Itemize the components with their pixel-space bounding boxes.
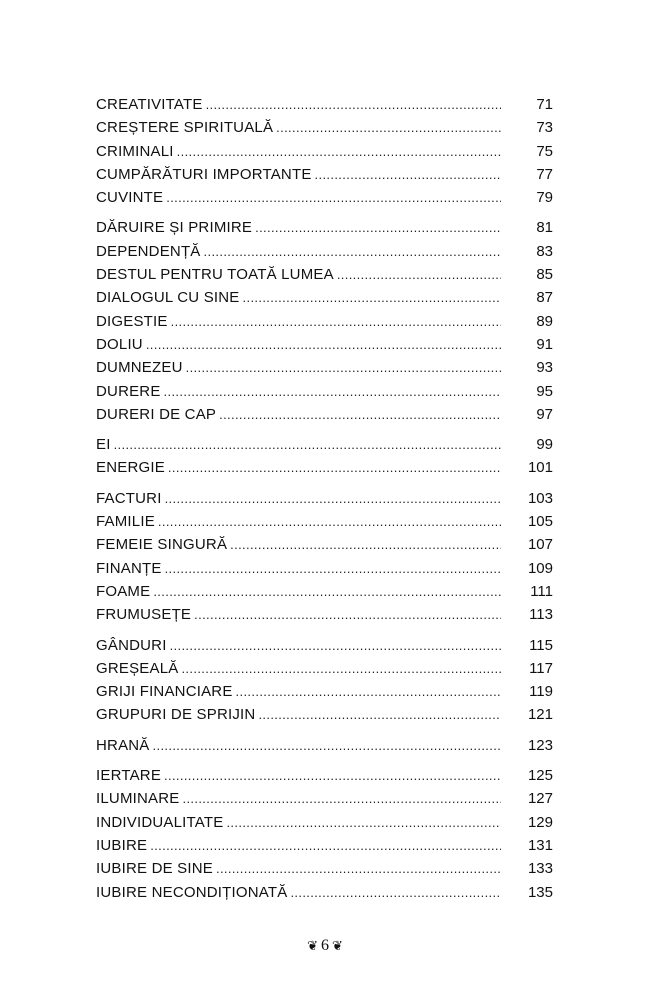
toc-entry	[96, 216, 553, 239]
toc-entry-title: FEMEIE SINGURĂ	[96, 536, 228, 554]
toc-entry-page: 87	[536, 289, 553, 307]
toc-entry-page: 101	[527, 459, 553, 477]
dot-leader	[153, 734, 501, 757]
toc-entry	[96, 140, 553, 163]
toc-entry-page: 123	[527, 736, 553, 754]
toc-entry-page: 83	[536, 242, 553, 260]
toc-entry-page: 89	[536, 312, 553, 330]
toc-group-g	[96, 634, 553, 727]
toc-entry-title: FINANȚE	[96, 559, 162, 577]
dot-leader	[216, 857, 501, 880]
toc-group-h	[96, 734, 553, 757]
toc-group-e	[96, 433, 553, 480]
toc-entry-title: CREȘTERE SPIRITUALĂ	[96, 119, 274, 137]
toc-entry-page: 119	[529, 683, 553, 701]
toc-entry	[96, 333, 553, 356]
toc-entry-title: DURERI DE CAP	[96, 405, 217, 423]
dot-leader	[194, 603, 501, 626]
toc-entry	[96, 580, 553, 603]
toc-entry-title: GREȘEALĂ	[96, 659, 179, 677]
dot-leader	[315, 163, 501, 186]
toc-entry-title: GRIJI FINANCIARE	[96, 683, 233, 701]
toc-entry	[96, 764, 553, 787]
fleuron-icon: ❦	[332, 939, 343, 954]
toc-entry-page: 103	[527, 489, 553, 507]
toc-entry-page: 109	[527, 559, 553, 577]
toc-entry-title: DEPENDENȚĂ	[96, 242, 201, 260]
toc-entry-title: IUBIRE DE SINE	[96, 860, 213, 878]
toc-entry-title: IUBIRE NECONDIȚIONATĂ	[96, 883, 288, 901]
dot-leader	[177, 140, 501, 163]
toc-entry	[96, 857, 553, 880]
fleuron-icon: ❦	[307, 939, 318, 954]
dot-leader	[170, 634, 501, 657]
toc-entry	[96, 487, 553, 510]
toc-entry-title: GÂNDURI	[96, 636, 167, 654]
dot-leader	[165, 487, 501, 510]
toc-entry-page: 121	[527, 706, 553, 724]
dot-leader	[236, 680, 501, 703]
toc-entry-page: 91	[536, 335, 553, 353]
toc-entry	[96, 811, 553, 834]
toc-entry-title: DIGESTIE	[96, 312, 168, 330]
dot-leader	[114, 433, 501, 456]
toc-entry-title: DURERE	[96, 382, 161, 400]
toc-entry-title: CUVINTE	[96, 189, 164, 207]
table-of-contents	[96, 93, 553, 904]
toc-entry-title: FAMILIE	[96, 513, 155, 531]
toc-group-c	[96, 93, 553, 209]
dot-leader	[165, 557, 501, 580]
toc-entry-page: 117	[529, 659, 553, 677]
toc-entry	[96, 680, 553, 703]
toc-entry	[96, 286, 553, 309]
toc-entry-title: IERTARE	[96, 767, 162, 785]
toc-entry	[96, 263, 553, 286]
toc-entry	[96, 456, 553, 479]
toc-entry	[96, 93, 553, 116]
toc-entry-page: 105	[527, 513, 553, 531]
dot-leader	[158, 510, 501, 533]
toc-entry-title: ILUMINARE	[96, 790, 180, 808]
toc-entry-title: CUMPĂRĂTURI IMPORTANTE	[96, 165, 312, 183]
toc-entry	[96, 557, 553, 580]
toc-entry-title: DESTUL PENTRU TOATĂ LUMEA	[96, 266, 334, 284]
toc-entry-title: EI	[96, 436, 111, 454]
page-number: 6	[321, 937, 329, 954]
toc-entry-page: 73	[536, 119, 553, 137]
toc-entry-title: DOLIU	[96, 335, 143, 353]
toc-entry	[96, 310, 553, 333]
dot-leader	[168, 456, 501, 479]
dot-leader	[219, 403, 501, 426]
dot-leader	[166, 186, 501, 209]
toc-entry-page: 125	[527, 767, 553, 785]
toc-entry	[96, 356, 553, 379]
toc-entry	[96, 186, 553, 209]
dot-leader	[153, 580, 501, 603]
dot-leader	[171, 310, 501, 333]
toc-entry	[96, 163, 553, 186]
toc-entry-page: 75	[536, 142, 553, 160]
toc-entry-title: HRANĂ	[96, 736, 150, 754]
toc-entry-page: 133	[527, 860, 553, 878]
dot-leader	[258, 703, 501, 726]
toc-entry-page: 93	[536, 359, 553, 377]
toc-entry	[96, 603, 553, 626]
dot-leader	[243, 286, 501, 309]
toc-entry	[96, 510, 553, 533]
toc-entry-page: 135	[527, 883, 553, 901]
toc-entry-title: DIALOGUL CU SINE	[96, 289, 240, 307]
toc-entry	[96, 787, 553, 810]
dot-leader	[182, 787, 501, 810]
toc-entry	[96, 834, 553, 857]
dot-leader	[226, 811, 501, 834]
toc-group-f	[96, 487, 553, 627]
dot-leader	[204, 240, 501, 263]
toc-entry-page: 111	[530, 582, 553, 600]
toc-entry	[96, 734, 553, 757]
toc-entry-page: 113	[529, 606, 553, 624]
toc-entry	[96, 657, 553, 680]
dot-leader	[255, 216, 501, 239]
toc-entry-title: GRUPURI DE SPRIJIN	[96, 706, 256, 724]
toc-entry	[96, 881, 553, 904]
toc-entry	[96, 433, 553, 456]
toc-entry-page: 97	[536, 405, 553, 423]
toc-entry-page: 81	[536, 219, 553, 237]
toc-entry-title: DĂRUIRE ȘI PRIMIRE	[96, 219, 253, 237]
toc-entry	[96, 634, 553, 657]
toc-entry-title: DUMNEZEU	[96, 359, 183, 377]
toc-entry-title: IUBIRE	[96, 836, 148, 854]
dot-leader	[290, 881, 501, 904]
toc-entry	[96, 240, 553, 263]
toc-entry	[96, 403, 553, 426]
toc-entry-page: 115	[529, 636, 553, 654]
dot-leader	[276, 116, 501, 139]
toc-entry	[96, 533, 553, 556]
toc-entry-page: 95	[536, 382, 553, 400]
dot-leader	[146, 333, 501, 356]
dot-leader	[164, 380, 501, 403]
toc-entry-page: 71	[536, 96, 553, 113]
dot-leader	[150, 834, 501, 857]
toc-group-d	[96, 216, 553, 426]
dot-leader	[186, 356, 501, 379]
toc-entry-page: 99	[536, 436, 553, 454]
toc-entry-title: CREATIVITATE	[96, 96, 203, 113]
dot-leader	[230, 533, 501, 556]
toc-entry-page: 131	[527, 836, 553, 854]
toc-entry-title: FOAME	[96, 582, 151, 600]
dot-leader	[206, 93, 501, 116]
toc-entry-page: 107	[527, 536, 553, 554]
dot-leader	[337, 263, 501, 286]
toc-entry-page: 77	[536, 165, 553, 183]
toc-group-i	[96, 764, 553, 904]
toc-entry-title: ENERGIE	[96, 459, 165, 477]
page-footer	[0, 937, 650, 955]
toc-entry	[96, 116, 553, 139]
toc-entry-page: 85	[536, 266, 553, 284]
toc-entry-page: 127	[527, 790, 553, 808]
toc-entry	[96, 703, 553, 726]
toc-entry-page: 79	[536, 189, 553, 207]
dot-leader	[164, 764, 501, 787]
toc-entry-page: 129	[527, 813, 553, 831]
toc-entry-title: FRUMUSEȚE	[96, 606, 192, 624]
dot-leader	[181, 657, 501, 680]
toc-entry-title: CRIMINALI	[96, 142, 174, 160]
toc-entry-title: FACTURI	[96, 489, 162, 507]
toc-entry	[96, 380, 553, 403]
toc-entry-title: INDIVIDUALITATE	[96, 813, 224, 831]
